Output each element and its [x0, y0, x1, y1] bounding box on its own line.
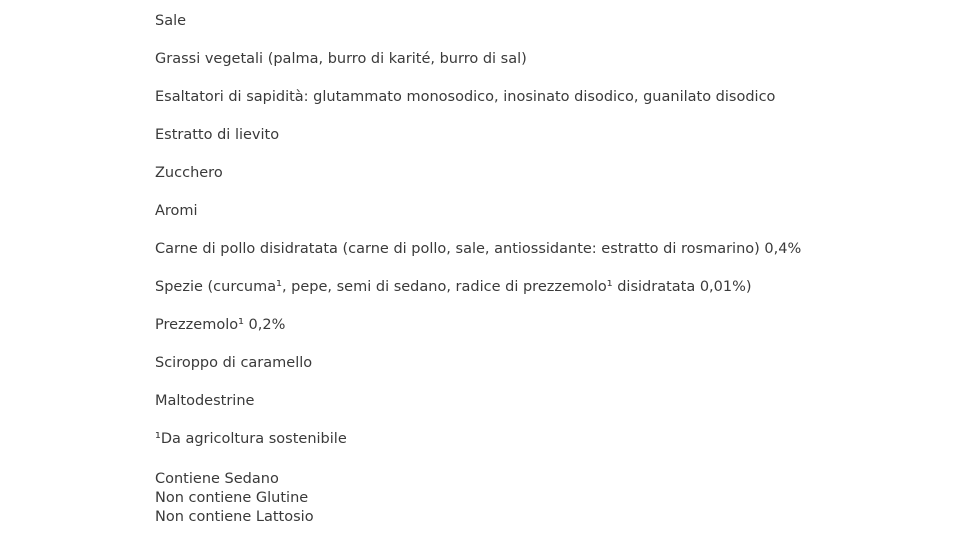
- allergen-line: Contiene Sedano: [155, 471, 279, 487]
- ingredient-item: Aromi: [155, 203, 198, 219]
- ingredient-item: Sale: [155, 13, 187, 29]
- ingredient-item: Maltodestrine: [155, 393, 255, 409]
- ingredient-item: Zucchero: [155, 165, 223, 181]
- ingredient-item: Carne di pollo disidratata (carne di pollo, sale, antiossidante: estratto di rosmarino) 0,4%: [155, 241, 802, 257]
- ingredient-item: Esaltatori di sapidità: glutammato monosodico, inosinato disodico, guanilato disodico: [155, 89, 776, 105]
- ingredient-item: Estratto di lievito: [155, 127, 280, 143]
- ingredient-item: Spezie (curcuma¹, pepe, semi di sedano, radice di prezzemolo¹ disidratata 0,01%): [155, 279, 752, 295]
- allergen-line: Non contiene Glutine: [155, 490, 309, 506]
- ingredient-item: Grassi vegetali (palma, burro di karité, burro di sal): [155, 51, 527, 67]
- allergen-info: [155, 470, 935, 527]
- ingredient-list: [155, 12, 935, 468]
- allergen-line: Non contiene Lattosio: [155, 509, 314, 525]
- ingredient-item: Prezzemolo¹ 0,2%: [155, 317, 286, 333]
- footnote: ¹Da agricoltura sostenibile: [155, 431, 347, 447]
- ingredient-item: Sciroppo di caramello: [155, 355, 313, 371]
